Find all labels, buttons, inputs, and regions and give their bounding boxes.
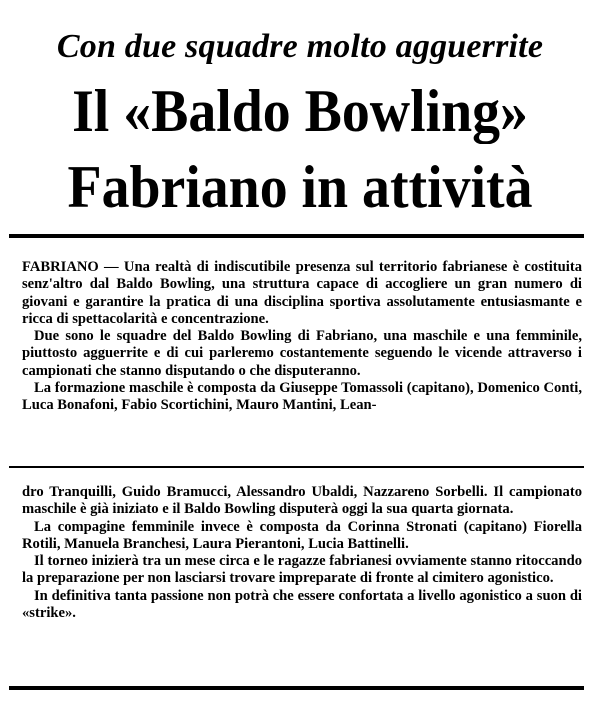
article-body-part-1 [22,259,582,415]
paragraph-intro: FABRIANO — Una realtà di indiscutibile presenza sul territorio fabrianese è costituita senz'altro dal Baldo Bowling, una struttura capace di accogliere un gran numero di giovani e garantire la pratica di una disciplina sportiva assolutamente entusiasmante e ricca di spettacolarità e concentrazione. [22,259,582,327]
divider-rule [9,234,584,238]
paragraph-women-lineup: La compagine femminile invece è composta da Corinna Stronati (capitano) Fiorella Rotili, Manuela Branchesi, Laura Pierantoni, Lucia Battinelli. [22,518,582,552]
paragraph-teams: Due sono le squadre del Baldo Bowling di Fabriano, una maschile e una femminile, piuttosto agguerrite e di cui parleremo costantemente seguendo le vicende attraverso i campionati che stanno disputando o che disputeranno. [22,328,582,379]
paragraph-men-lineup: La formazione maschile è composta da Giuseppe Tomassoli (capitano), Domenico Conti, Luca Bonafoni, Fabio Scortichini, Mauro Mantini, Lean- [22,380,582,414]
kicker-headline: Con due squadre molto agguerrite [56,28,544,65]
paragraph-conclusion: In definitiva tanta passione non potrà che essere confortata a livello agonistico a suon di «strike». [22,587,582,622]
headline-line-2: Fabriano in attività [67,154,533,220]
paragraph-men-continued: dro Tranquilli, Guido Bramucci, Alessandro Ubaldi, Nazzareno Sorbelli. Il campionato maschile è già iniziato e il Baldo Bowling disputerà oggi la sua quarta giornata. [22,484,582,518]
divider-rule [9,466,584,468]
article-body-part-2 [22,484,582,622]
headline-line-1: Il «Baldo Bowling» [72,78,528,144]
divider-rule [9,686,584,690]
paragraph-tournament: Il torneo inizierà tra un mese circa e le ragazze fabrianesi ovviamente stanno ritoccando la preparazione per non lasciarsi trovare impreparate di fronte al cimitero agonistico. [22,553,582,587]
